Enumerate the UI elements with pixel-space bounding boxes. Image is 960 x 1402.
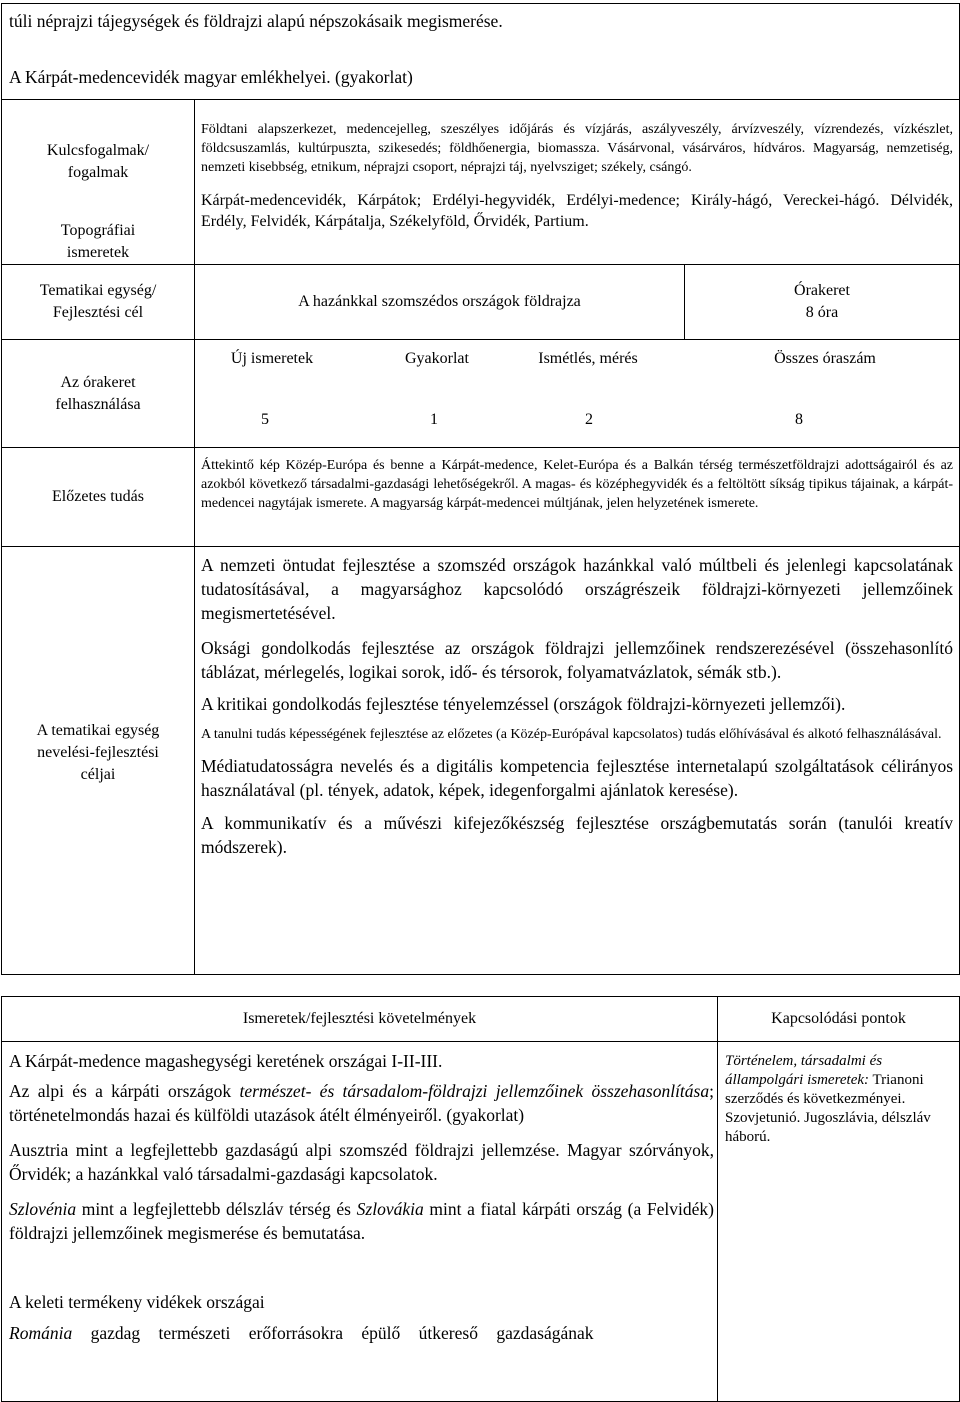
goal-item: A tanulni tudás képességének fejlesztése az előzetes (a Közép-Európával kapcsolatos) tudás előhívásával és alkotó felhasználásával.: [201, 727, 942, 742]
unit-title: A hazánkkal szomszédos országok földrajza: [298, 293, 581, 310]
links-italic: Történelem, társadalmi és állampolgári ismeretek:: [725, 1053, 883, 1088]
requirements-table: [1, 996, 960, 1402]
goal-item: Oksági gondolkodás fejlesztése az országok földrajzi jellemzőinek rendszerezésével (összehasonlító táblázat, mérlegelés, logikai sorok, idő- és térsorok, folyamatvázlatok, sémák stb.).: [201, 638, 954, 682]
requirement-text: Az alpi és a kárpáti országok: [9, 1081, 240, 1101]
hours-grid: [195, 340, 959, 447]
hours-value-review: 2: [585, 411, 593, 428]
requirements-header-right: Kapcsolódási pontok: [771, 1010, 906, 1027]
requirement-item: [9, 1079, 714, 1127]
goals-label-cell: [2, 547, 195, 975]
unit-hours-cell: [685, 265, 960, 340]
links-item: [725, 1052, 951, 1147]
prior-label-cell: [2, 448, 195, 547]
top-cell: [2, 4, 960, 100]
keywords-content-cell: [195, 100, 960, 265]
goals-content-cell: [195, 547, 960, 975]
curriculum-table: [1, 3, 960, 975]
topography-text: Kárpát-medencevidék, Kárpátok; Erdélyi-hegyvidék, Erdélyi-medence; Király-hágó, Vereckei-hágó. Délvidék, Erdély, Felvidék, Kárpátalja, Székelyföld, Őrvidék, Partium.: [201, 192, 954, 230]
requirements-header-left-cell: [2, 997, 718, 1042]
unit-title-cell: [195, 265, 685, 340]
goals-label: A tematikai egység nevelési-fejlesztési céljai: [36, 721, 160, 783]
requirement-item: [9, 1321, 714, 1345]
hours-value-total: 8: [795, 411, 803, 428]
requirements-header-right-cell: [718, 997, 960, 1042]
unit-hours-label: Órakeret: [794, 282, 850, 299]
hours-header-total: Összes óraszám: [774, 350, 876, 367]
topography-label: Topográfiai ismeretek: [60, 222, 136, 261]
hours-value-new: 5: [261, 411, 269, 428]
requirement-item: A keleti termékeny vidékek országai: [9, 1292, 265, 1312]
links-text: Trianoni szerződés és következményei. Szovjetunió. Jugoszlávia, délszláv háború.: [725, 1072, 931, 1145]
keywords-text-a: Földtani alapszerkezet, medencejelleg, szeszélyes időjárás és vízjárás, aszályveszély, árvízveszély, vízrendezés, vízkészlet, földcsuszamlás, kultúrpuszta, szikesedés; földhőenergia, biomassza. Vásárvonal, vásárváros, hídváros.: [201, 122, 954, 156]
hours-header-review: Ismétlés, mérés: [538, 350, 638, 367]
requirement-italic: Szlovénia: [9, 1199, 77, 1219]
requirements-content-cell: [2, 1042, 718, 1402]
requirements-header-row: [2, 997, 960, 1042]
requirement-text: gazdag természeti erőforrásokra épülő útkereső gazdaságának: [72, 1323, 594, 1343]
hours-label-cell: [2, 340, 195, 448]
links-content-cell: [718, 1042, 960, 1402]
top-line-2: A Kárpát-medencevidék magyar emlékhelyei. (gyakorlat): [9, 67, 413, 87]
hours-value-practice: 1: [430, 411, 438, 428]
requirement-item: A Kárpát-medence magashegységi keretének országai I-II-III.: [9, 1051, 443, 1071]
hours-header-new: Új ismeretek: [230, 350, 314, 367]
requirement-italic: Szlovákia: [356, 1199, 424, 1219]
keywords-label-cell: [2, 100, 195, 265]
prior-content-cell: [195, 448, 960, 547]
top-line-1: túli néprajzi tájegységek és földrajzi alapú népszokásaik megismerése.: [9, 11, 503, 31]
unit-row: [2, 265, 960, 340]
requirements-header-left: Ismeretek/fejlesztési követelmények: [242, 1010, 477, 1027]
keywords-row: [2, 100, 960, 265]
prior-text: Áttekintő kép Közép-Európa és benne a Kárpát-medence, Kelet-Európa és a Balkán térség természetföldrajzi adottságairól és az azokból következő társadalmi-gazdasági lehetőségekről. A magas- és középhegyvidék és a feltöltött síkság tipikus tájainak, a kárpát-medencei nagytájak ismerete. A magyarság kárpát-medencei múltjának, jelen helyzetének ismerete.: [201, 458, 954, 511]
unit-label: Tematikai egység/ Fejlesztési cél: [39, 282, 157, 321]
requirement-italic: természet- és társadalom-földrajzi jellemzőinek összehasonlítása: [239, 1081, 710, 1101]
prior-row: [2, 448, 960, 547]
goal-item: A nemzeti öntudat fejlesztése a szomszéd országok hazánkkal való múltbeli és jelenlegi kapcsolatának tudatosításával, a magyarsághoz kapcsolódó országrészeik földrajzi-környezeti jellemzőinek megismertetésével.: [201, 555, 954, 623]
prior-label: Előzetes tudás: [52, 488, 144, 505]
hours-label: Az órakeret felhasználása: [55, 373, 141, 413]
goal-item: A kommunikatív és a művészi kifejezőkészség fejlesztése országbemutatás során (tanulói kreatív módszerek).: [201, 813, 954, 857]
requirements-body-row: [2, 1042, 960, 1402]
goals-row: [2, 547, 960, 975]
goal-item: A kritikai gondolkodás fejlesztése tényelemzéssel (országok földrajzi-környezeti jellemzői).: [201, 694, 846, 714]
keywords-text-b: Magyarság, nemzetiség, nemzeti kisebbség, etnikum, néprajzi csoport, néprajzi táj, nyelvsziget; székely, csángó.: [201, 141, 954, 175]
goal-item: Médiatudatosságra nevelés és a digitális kompetencia fejlesztése internetalapú szolgáltatások célirányos használatával (pl. tények, adatok, képek, idegenforgalmi ajánlatok keresése).: [201, 756, 954, 800]
top-row: [2, 4, 960, 100]
unit-hours-value: 8 óra: [805, 304, 839, 321]
requirement-text: mint a fiatal kárpáti ország (a Felvidék) földrajzi jellemzőinek megismerése és bemutatása.: [9, 1199, 714, 1243]
unit-label-cell: [2, 265, 195, 340]
keywords-label: Kulcsfogalmak/ fogalmak: [46, 142, 150, 181]
requirement-text: mint a legfejlettebb délszláv térség és: [76, 1199, 357, 1219]
hours-header-practice: Gyakorlat: [405, 350, 469, 367]
requirement-italic: Románia: [9, 1323, 73, 1343]
hours-content-cell: [195, 340, 960, 448]
keywords-text: [201, 120, 953, 177]
requirement-item: Ausztria mint a legfejlettebb gazdaságú alpi szomszéd földrajzi jellemzése. Magyar szórványok, Őrvidék; a hazánkkal való társadalmi-gazdasági kapcsolatok.: [9, 1140, 714, 1184]
hours-row: [2, 340, 960, 448]
requirement-text: ; történetelmondás hazai és külföldi utazások átélt élményeiről. (gyakorlat): [9, 1081, 714, 1125]
requirement-item: [9, 1197, 714, 1245]
